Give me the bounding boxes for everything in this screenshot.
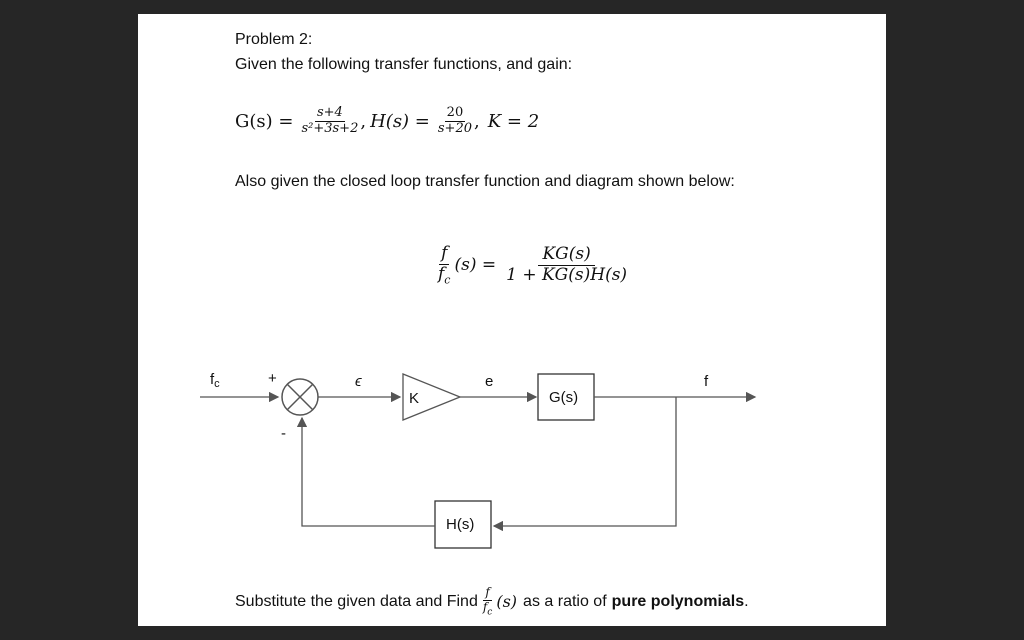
feedback-to-junction-line	[302, 418, 435, 526]
footer-middle: as a ratio of	[523, 592, 607, 610]
footer-bold-term: pure polynomials	[611, 592, 745, 610]
closed-loop-lhs-den: $f_c$	[438, 263, 451, 286]
footer-period: .	[744, 592, 749, 610]
footer-fraction	[481, 586, 495, 618]
separator-2: ,	[474, 110, 480, 132]
footer-frac-den: $f_c$	[482, 599, 493, 618]
intro-text: Given the following transfer functions, and gain:	[235, 56, 573, 73]
output-label-f: f	[704, 373, 709, 390]
k-value: K = 2	[487, 110, 540, 132]
footer-instruction	[235, 586, 749, 618]
problem-heading: Problem 2:	[235, 31, 313, 48]
closed-loop-rhs-den: 1 + KG(s)H(s)	[506, 264, 628, 285]
h-numerator: 20	[446, 105, 464, 120]
minus-sign: -	[281, 425, 286, 442]
g-numerator: s+4	[316, 105, 343, 120]
input-label-fc: $f_c$	[210, 371, 220, 390]
svg-text:K: K	[409, 390, 420, 407]
also-given-text: Also given the closed loop transfer function and diagram shown below:	[235, 173, 735, 190]
plus-sign: +	[268, 370, 277, 387]
closed-loop-rhs-num: KG(s)	[538, 245, 594, 266]
footer-frac-num: f	[485, 585, 490, 599]
gain-block-k	[403, 374, 460, 420]
block-diagram	[138, 14, 886, 626]
g-lhs: G(s) =	[235, 110, 294, 132]
footer-arg: (s)	[496, 592, 518, 612]
h-denominator: s+20	[437, 120, 472, 136]
e-label: e	[485, 373, 494, 390]
summing-junction	[282, 379, 318, 415]
svg-text:G(s): G(s)	[549, 389, 579, 406]
closed-loop-arg: (s) =	[454, 255, 497, 276]
separator-1: ,	[360, 110, 367, 132]
footer-prefix: Substitute the given data and Find	[235, 592, 478, 610]
svg-text:H(s): H(s)	[446, 516, 475, 533]
error-label: ϵ	[355, 373, 362, 390]
h-lhs: H(s) =	[370, 110, 430, 132]
feedback-block-h	[435, 501, 491, 548]
document-page	[138, 14, 886, 626]
g-denominator: s²+3s+2	[301, 120, 359, 136]
plant-block-g	[538, 374, 594, 420]
closed-loop-lhs-num: f	[441, 243, 448, 263]
